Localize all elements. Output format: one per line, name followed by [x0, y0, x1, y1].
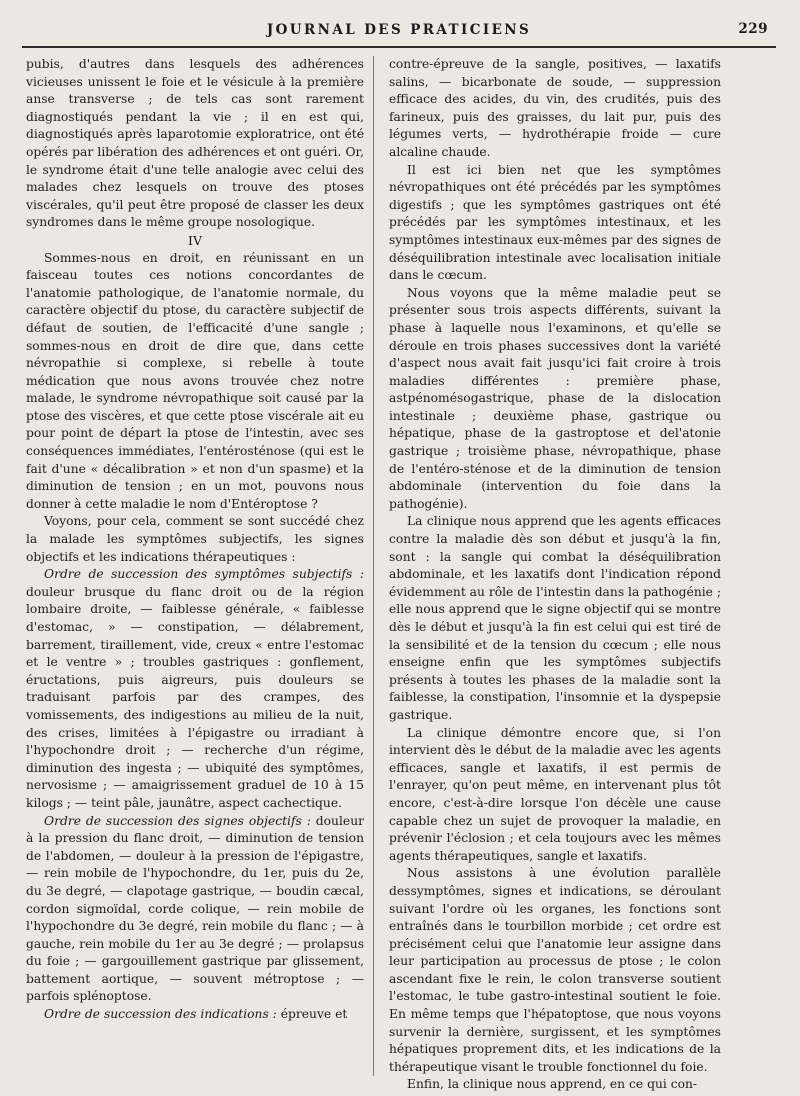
- column-divider: [373, 56, 374, 1076]
- journal-title: JOURNAL DES PRATICIENS: [266, 22, 532, 38]
- paragraph: Voyons, pour cela, comment se sont succédé chez la malade les symptômes subjectifs, les signes objectifs et les indications thérapeutiques :: [26, 514, 364, 564]
- header-rule: [22, 46, 776, 48]
- paragraph: La clinique nous apprend que les agents efficaces contre la maladie dès son début et jusqu'à la fin, sont : la sangle qui combat la déséquilibration abdominale, et les laxatifs dont l'indication répond évidemment au rôle de l'intestin dans la pathogénie ; elle nous apprend que le signe objectif qui se montre dès le début et jusqu'à la fin est celui qui est tiré de la sensibilité et de la tension du cœcum ; elle nous enseigne enfin que les symptômes subjectifs présents à toutes les phases de la maladie sont la faiblesse, la constipation, l'insomnie et la dyspepsie gastrique.: [389, 514, 722, 722]
- paragraph: La clinique démontre encore que, si l'on intervient dès le début de la maladie avec les agents efficaces, sangle et laxatifs, il est permis de l'enrayer, qu'on peut même, en intervenant plus tôt encore, c'est-à-dire lorsque l'on décèle une cause capable chez un sujet de provoquer la maladie, en prévenir l'éclosion ; et cela toujours avec les mêmes agents thérapeutiques, sangle et laxatifs.: [389, 725, 721, 863]
- paragraph-label: Ordre de succession des indications :: [44, 1007, 277, 1022]
- paragraph-indications: [26, 1006, 364, 1024]
- paragraph: Enfin, la clinique nous apprend, en ce qui con-: [407, 1077, 698, 1092]
- paragraph: Nous voyons que la même maladie peut se présenter sous trois aspects différents, suivant la phase à laquelle nous l'examinons, et qu'elle se déroule en trois phases successives dont la variété d'aspect nous avait fait jusqu'ici fait croire à trois maladies différentes : première phase, astpénomésogastrique, phase de la dislocation intestinale ; deuxième phase, gastrique ou hépatique, phase de la gastroptose et del'atonie gastrique ; troisième phase, névropathique, phase de l'entéro-sténose et de la diminution de tension abdominale (intervention du foie dans la pathogénie).: [389, 285, 721, 511]
- paragraph-label: Ordre de succession des symptômes subjectifs :: [44, 567, 364, 582]
- section-heading: IV: [188, 232, 202, 248]
- paragraph-subjective-symptoms: [26, 566, 364, 812]
- paragraph-label: Ordre de succession des signes objectifs :: [44, 813, 311, 828]
- paragraph-text: douleur à la pression du flanc droit, — diminution de tension de l'abdomen, — douleur à la pression de l'épigastre, — rein mobile de l'hypochondre, du 1er, puis du 2e, du 3e degré, — clapotage gastrique, — boudin cæcal, cordon sigmoïdal, corde colique, — rein mobile de l'hypochondre du 3e degré, rein mobile du flanc ; — à gauche, rein mobile du 1er au 3e degré ; — prolapsus du foie ; — gargouillement gastrique par glissement, battement aortique, — souvent métroptose ; — parfois splénoptose.: [26, 813, 364, 1004]
- paragraph: Sommes-nous en droit, en réunissant en un faisceau toutes ces notions concordantes de l'anatomie pathologique, de l'anatomie normale, du caractère objectif du ptose, du caractère subjectif de défaut de soutien, de l'efficacité d'une sangle ; sommes-nous en droit de dire que, dans cette névropathie si complexe, si rebelle à toute médication que nous avons trouvée chez notre malade, le syndrome névropathique soit causé par la ptose des viscères, et que cette ptose viscérale ait eu pour point de départ la ptose de l'intestin, avec ses conséquences immédiates, l'entérosténose (qui est le fait d'une « décalibration » et non d'un spasme) et la diminution de tension ; en un mot, pouvons nous donner à cette maladie le nom d'Entéroptose ?: [26, 250, 364, 511]
- paragraph-text: épreuve et: [276, 1007, 348, 1022]
- page-number: 229: [738, 21, 768, 37]
- paragraph: pubis, d'autres dans lesquels des adhérences vicieuses unissent le foie et le vésicule à la première anse transverse ; de tels cas sont rarement diagnostiqués pendant la vie ; il en est qui, diagnostiqués après laparotomie exploratrice, ont été opérés par libération des adhérences et ont guéri. Or, le syndrome était d'une telle analogie avec celui des malades chez lesquels on trouve des ptoses viscérales, qu'il peut être proposé de classer les deux syndromes dans le même groupe nosologique.: [26, 57, 364, 230]
- paragraph-objective-signs: [26, 813, 364, 1007]
- paragraph: Nous assistons à une évolution parallèle dessymptômes, signes et indications, se déroulant suivant l'ordre où les organes, les fonctions sont entraînés dans le tourbillon morbide ; cet ordre est précisément celui que l'anatomie leur assigne dans leur participation au processus de ptose ; le colon ascendant fixe le rein, le colon transverse soutient l'estomac, le tube gastro-intestinal soutient le foie. En même temps que l'hépatoptose, que nous voyons survenir la dernière, surgissent, et les symptômes hépatiques proprement dits, et les indications de la thérapeutique visant le trouble fonctionnel du foie.: [389, 866, 721, 1074]
- running-header: [22, 18, 776, 42]
- paragraph-text: douleur brusque du flanc droit ou de la région lombaire droite, — faiblesse générale, « faiblesse d'estomac, » — constipation, — délabrement, barrement, tiraillement, vide, creux « entre l'estomac et le ventre » ; troubles gastriques : gonflement, éructations, puis aigreurs, puis douleurs se traduisant parfois par des crampes, des vomissements, des indigestions au milieu de la nuit, des crises, limitées à l'épigastre ou irradiant à l'hypochondre droit ; — recherche d'un régime, diminution des ingesta ; — ubiquité des symptômes, nervosisme ; — amaigrissement graduel de 10 à 15 kilogs ; — teint pâle, jaunâtre, aspect cachectique.: [26, 584, 364, 810]
- paragraph: Il est ici bien net que les symptômes névropathiques ont été précédés par les symptômes digestifs ; que les symptômes gastriques ont été précédés par les symptômes intestinaux, et les symptômes intestinaux eux-mêmes par des signes de déséquilibration intestinale avec localisation initiale dans le cœcum.: [389, 162, 721, 283]
- paragraph: contre-épreuve de la sangle, positives, — laxatifs salins, — bicarbonate de soude, — suppression efficace des acides, du vin, des crudités, puis des farineux, puis des graisses, du lait pur, puis des légumes verts, — hydrothérapie froide — cure alcaline chaude.: [389, 57, 721, 159]
- left-column: [26, 56, 364, 1024]
- right-column: [389, 56, 721, 1094]
